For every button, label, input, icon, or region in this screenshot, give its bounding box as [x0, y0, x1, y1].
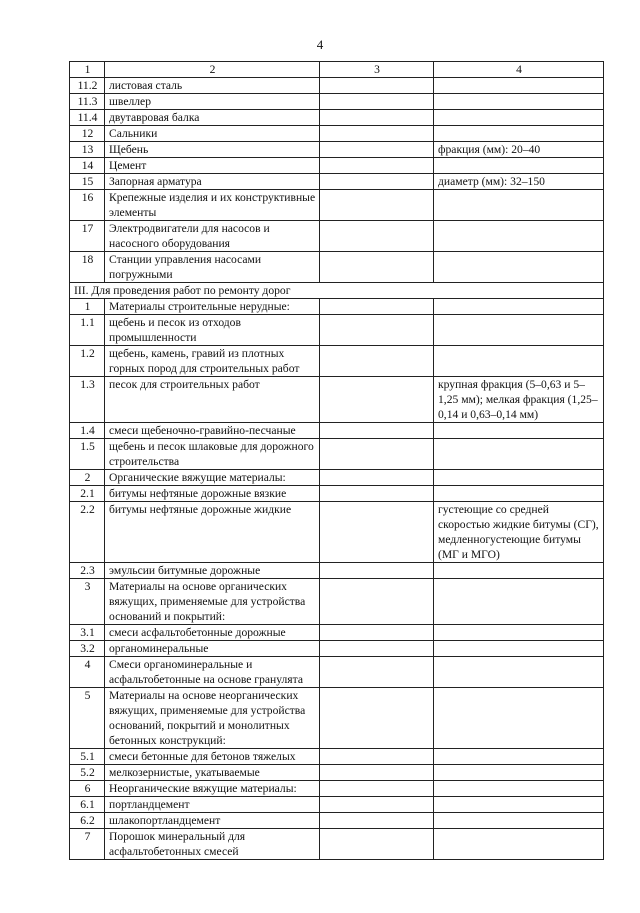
table-row	[70, 563, 604, 579]
column-3-value	[320, 142, 434, 158]
table-row	[70, 78, 604, 94]
row-number: 3.2	[70, 641, 105, 657]
table-row	[70, 657, 604, 688]
table-row	[70, 252, 604, 283]
specification	[434, 299, 604, 315]
section-row	[70, 283, 604, 299]
specification: густеющие со средней скоростью жидкие битумы (СГ), медленногустеющие битумы (МГ и МГО)	[434, 502, 604, 563]
column-3-value	[320, 765, 434, 781]
row-number: 11.3	[70, 94, 105, 110]
column-3-value	[320, 299, 434, 315]
material-name: Электродвигатели для насосов и насосного оборудования	[105, 221, 320, 252]
material-name: щебень, камень, гравий из плотных горных пород для строительных работ	[105, 346, 320, 377]
column-3-value	[320, 688, 434, 749]
row-number: 18	[70, 252, 105, 283]
column-3-value	[320, 486, 434, 502]
row-number: 14	[70, 158, 105, 174]
column-3-value	[320, 94, 434, 110]
row-number: 6	[70, 781, 105, 797]
specification	[434, 486, 604, 502]
specification	[434, 813, 604, 829]
material-name: Материалы строительные нерудные:	[105, 299, 320, 315]
table-row	[70, 377, 604, 423]
material-name: портландцемент	[105, 797, 320, 813]
row-number: 5	[70, 688, 105, 749]
header-col-4: 4	[434, 62, 604, 78]
row-number: 15	[70, 174, 105, 190]
row-number: 6.1	[70, 797, 105, 813]
specification	[434, 470, 604, 486]
column-3-value	[320, 78, 434, 94]
row-number: 11.4	[70, 110, 105, 126]
material-name: Неорганические вяжущие материалы:	[105, 781, 320, 797]
row-number: 13	[70, 142, 105, 158]
table-header-row	[70, 62, 604, 78]
material-name: Материалы на основе органических вяжущих, применяемые для устройства оснований и покрытий:	[105, 579, 320, 625]
specification	[434, 641, 604, 657]
column-3-value	[320, 423, 434, 439]
table-row	[70, 749, 604, 765]
material-name: эмульсии битумные дорожные	[105, 563, 320, 579]
specification	[434, 579, 604, 625]
table-row	[70, 126, 604, 142]
material-name: битумы нефтяные дорожные жидкие	[105, 502, 320, 563]
row-number: 3.1	[70, 625, 105, 641]
row-number: 2.2	[70, 502, 105, 563]
material-name: Станции управления насосами погружными	[105, 252, 320, 283]
table-row	[70, 829, 604, 860]
specification	[434, 110, 604, 126]
column-3-value	[320, 174, 434, 190]
table-row	[70, 190, 604, 221]
row-number: 12	[70, 126, 105, 142]
table-row	[70, 299, 604, 315]
specification	[434, 657, 604, 688]
section-title: III. Для проведения работ по ремонту дорог	[70, 283, 604, 299]
material-name: Щебень	[105, 142, 320, 158]
column-3-value	[320, 315, 434, 346]
specification	[434, 78, 604, 94]
column-3-value	[320, 158, 434, 174]
column-3-value	[320, 110, 434, 126]
table-row	[70, 486, 604, 502]
material-name: швеллер	[105, 94, 320, 110]
table-row	[70, 502, 604, 563]
table-row	[70, 813, 604, 829]
row-number: 5.2	[70, 765, 105, 781]
row-number: 2.3	[70, 563, 105, 579]
specification	[434, 252, 604, 283]
column-3-value	[320, 439, 434, 470]
material-name: щебень и песок из отходов промышленности	[105, 315, 320, 346]
row-number: 4	[70, 657, 105, 688]
table-row	[70, 688, 604, 749]
column-3-value	[320, 797, 434, 813]
table-row	[70, 174, 604, 190]
material-name: Смеси органоминеральные и асфальтобетонные на основе гранулята	[105, 657, 320, 688]
row-number: 7	[70, 829, 105, 860]
specification	[434, 158, 604, 174]
column-3-value	[320, 625, 434, 641]
specification	[434, 221, 604, 252]
column-3-value	[320, 579, 434, 625]
specification	[434, 688, 604, 749]
row-number: 3	[70, 579, 105, 625]
table-row	[70, 470, 604, 486]
specification	[434, 439, 604, 470]
column-3-value	[320, 221, 434, 252]
row-number: 1.1	[70, 315, 105, 346]
page-number: 4	[316, 37, 324, 52]
table-row	[70, 142, 604, 158]
row-number: 2.1	[70, 486, 105, 502]
table-row	[70, 423, 604, 439]
specification	[434, 94, 604, 110]
specification	[434, 625, 604, 641]
table-row	[70, 797, 604, 813]
material-name: смеси бетонные для бетонов тяжелых	[105, 749, 320, 765]
specification	[434, 781, 604, 797]
column-3-value	[320, 190, 434, 221]
table-row	[70, 625, 604, 641]
material-name: битумы нефтяные дорожные вязкие	[105, 486, 320, 502]
specification	[434, 829, 604, 860]
materials-table	[69, 61, 604, 860]
table-row	[70, 110, 604, 126]
specification	[434, 765, 604, 781]
material-name: двутавровая балка	[105, 110, 320, 126]
material-name: Порошок минеральный для асфальтобетонных смесей	[105, 829, 320, 860]
table-row	[70, 439, 604, 470]
specification	[434, 190, 604, 221]
material-name: смеси асфальтобетонные дорожные	[105, 625, 320, 641]
material-name: смеси щебеночно-гравийно-песчаные	[105, 423, 320, 439]
material-name: листовая сталь	[105, 78, 320, 94]
table-row	[70, 346, 604, 377]
header-col-3: 3	[320, 62, 434, 78]
column-3-value	[320, 502, 434, 563]
specification	[434, 749, 604, 765]
row-number: 6.2	[70, 813, 105, 829]
column-3-value	[320, 813, 434, 829]
table-row	[70, 765, 604, 781]
row-number: 1.2	[70, 346, 105, 377]
table-row	[70, 781, 604, 797]
specification	[434, 126, 604, 142]
column-3-value	[320, 563, 434, 579]
material-name: Органические вяжущие материалы:	[105, 470, 320, 486]
row-number: 1.4	[70, 423, 105, 439]
material-name: Сальники	[105, 126, 320, 142]
column-3-value	[320, 749, 434, 765]
column-3-value	[320, 346, 434, 377]
column-3-value	[320, 126, 434, 142]
table-row	[70, 315, 604, 346]
specification: диаметр (мм): 32–150	[434, 174, 604, 190]
column-3-value	[320, 781, 434, 797]
table-row	[70, 94, 604, 110]
column-3-value	[320, 657, 434, 688]
material-name: Материалы на основе неорганических вяжущих, применяемые для устройства оснований, покрытий и монолитных бетонных конструкций:	[105, 688, 320, 749]
material-name: Крепежные изделия и их конструктивные элементы	[105, 190, 320, 221]
specification	[434, 315, 604, 346]
row-number: 11.2	[70, 78, 105, 94]
material-name: органоминеральные	[105, 641, 320, 657]
row-number: 17	[70, 221, 105, 252]
material-name: щебень и песок шлаковые для дорожного строительства	[105, 439, 320, 470]
material-name: мелкозернистые, укатываемые	[105, 765, 320, 781]
material-name: шлакопортландцемент	[105, 813, 320, 829]
material-name: Запорная арматура	[105, 174, 320, 190]
column-3-value	[320, 470, 434, 486]
specification: фракция (мм): 20–40	[434, 142, 604, 158]
header-col-1: 1	[70, 62, 105, 78]
column-3-value	[320, 829, 434, 860]
table-row	[70, 641, 604, 657]
table-row	[70, 221, 604, 252]
table-row	[70, 579, 604, 625]
specification: крупная фракция (5–0,63 и 5–1,25 мм); мелкая фракция (1,25–0,14 и 0,63–0,14 мм)	[434, 377, 604, 423]
specification	[434, 346, 604, 377]
table-row	[70, 158, 604, 174]
material-name: Цемент	[105, 158, 320, 174]
material-name: песок для строительных работ	[105, 377, 320, 423]
row-number: 5.1	[70, 749, 105, 765]
specification	[434, 563, 604, 579]
row-number: 1	[70, 299, 105, 315]
column-3-value	[320, 252, 434, 283]
row-number: 1.5	[70, 439, 105, 470]
row-number: 16	[70, 190, 105, 221]
row-number: 1.3	[70, 377, 105, 423]
row-number: 2	[70, 470, 105, 486]
specification	[434, 797, 604, 813]
column-3-value	[320, 641, 434, 657]
specification	[434, 423, 604, 439]
column-3-value	[320, 377, 434, 423]
header-col-2: 2	[105, 62, 320, 78]
